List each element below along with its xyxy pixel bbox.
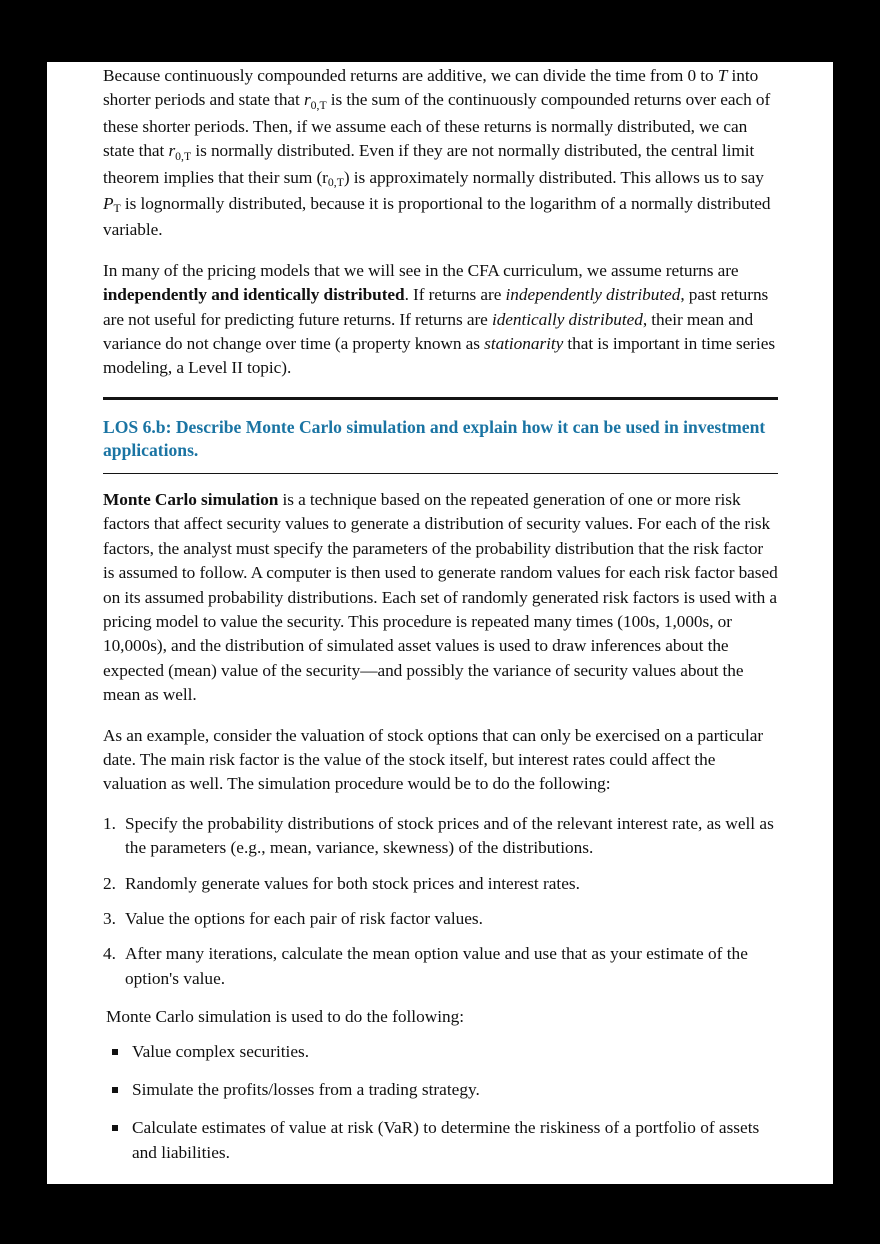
variable-r-3: r <box>322 167 328 187</box>
paragraph-uses-lead-in: Monte Carlo simulation is used to do the following: <box>106 1007 465 1027</box>
term-iid: independently and identically distributed <box>103 285 405 305</box>
term-identically-distributed: identically distributed <box>491 309 643 329</box>
list-item: Specify the probability distributions of stock prices and of the relevant interest rate, as well as the parameters (e.g., mean, variance, skewness) of the distributions. <box>125 813 774 858</box>
para2-seg5: that is important in time series modeling, a Level II topic). <box>103 334 776 378</box>
rule-below-los <box>103 473 778 474</box>
list-item-label: Calculate estimates of value at risk (VaR) to determine the riskiness of a portfolio of assets and liabilities. <box>132 1118 760 1162</box>
paragraph-stock-option-example: As an example, consider the valuation of stock options that can only be exercised on a particular date. The main risk factor is the value of the stock itself, but interest rates could affect the valuation as well. The simulation procedure would be to do the following: <box>103 725 764 794</box>
bulleted-uses-list <box>103 1040 778 1166</box>
square-bullet-icon <box>112 1087 118 1093</box>
page-content <box>103 64 778 1165</box>
list-item <box>103 1078 778 1102</box>
paragraph-iid-returns <box>103 259 778 381</box>
para1-seg4: is normally distributed. Even if they are not normally distributed, the central limit theorem implies that their sum ( <box>103 141 755 187</box>
square-bullet-icon <box>112 1049 118 1055</box>
variable-T: T <box>717 66 728 85</box>
subscript-P: T <box>113 202 121 216</box>
list-item <box>103 1040 778 1064</box>
square-bullet-icon <box>112 1125 118 1131</box>
numbered-procedure-list <box>103 812 778 991</box>
document-page <box>47 62 833 1184</box>
list-item <box>103 1116 778 1165</box>
list-item-label: Value complex securities. <box>132 1041 310 1061</box>
para2-seg1: In many of the pricing models that we will see in the CFA curriculum, we assume returns are <box>103 260 739 280</box>
para1-seg2: into shorter periods and state that <box>103 66 759 110</box>
los-section <box>103 397 778 474</box>
term-stationarity: stationarity <box>484 334 564 354</box>
para3-seg1: is a technique based on the repeated generation of one or more risk factors that affect security values to generate a distribution of security values. For each of the risk factors, the analyst must specify the parameters of the probability distribution that the risk factor is assumed to follow. A computer is then used to generate random values for each risk factor based on its assumed probability distributions. Each set of randomly generated risk factors is used with a pricing model to value the security. This procedure is repeated many times (100s, 1,000s, or 10,000s), and the distribution of simulated asset values is used to draw inferences about the expected (mean) value of the security—and possibly the variance of security values about the mean as well. <box>103 489 778 705</box>
list-item-label: Simulate the profits/losses from a trading strategy. <box>132 1080 480 1099</box>
paragraph-compounded-returns <box>103 64 778 243</box>
paragraph-monte-carlo-definition <box>103 488 778 708</box>
subscript-r-1: 0,T <box>310 98 327 112</box>
para2-seg2: . If returns are <box>404 285 506 305</box>
list-item: After many iterations, calculate the mean option value and use that as your estimate of the option's value. <box>125 944 748 988</box>
list-item: Randomly generate values for both stock prices and interest rates. <box>125 873 580 893</box>
list-item: Value the options for each pair of risk factor values. <box>125 908 483 928</box>
para1-seg3: is the sum of the continuously compounded returns over each of these shorter periods. Then, if we assume each of these returns is normally distributed, we can state that <box>103 90 771 161</box>
para1-seg5: ) is approximately normally distributed. This allows us to say <box>343 167 764 187</box>
variable-r-2: r <box>168 141 176 161</box>
los-heading: LOS 6.b: Describe Monte Carlo simulation and explain how it can be used in investment applications. <box>103 416 766 461</box>
variable-P: P <box>103 194 114 214</box>
subscript-r-2: 0,T <box>175 149 192 163</box>
term-independently-distributed: independently distributed <box>505 285 681 305</box>
rule-above-los <box>103 397 778 400</box>
para2-seg4: , their mean and variance do not change over time (a property known as <box>103 309 754 354</box>
para1-seg6: is lognormally distributed, because it is proportional to the logarithm of a normally distributed variable. <box>103 194 771 240</box>
para1-seg1: Because continuously compounded returns are additive, we can divide the time from 0 to <box>103 66 718 85</box>
term-monte-carlo-simulation: Monte Carlo simulation <box>103 489 279 509</box>
subscript-r-3: 0,T <box>327 175 344 189</box>
variable-r-1: r <box>303 90 311 110</box>
para2-seg3: , past returns are not useful for predicting future returns. If returns are <box>103 285 769 329</box>
